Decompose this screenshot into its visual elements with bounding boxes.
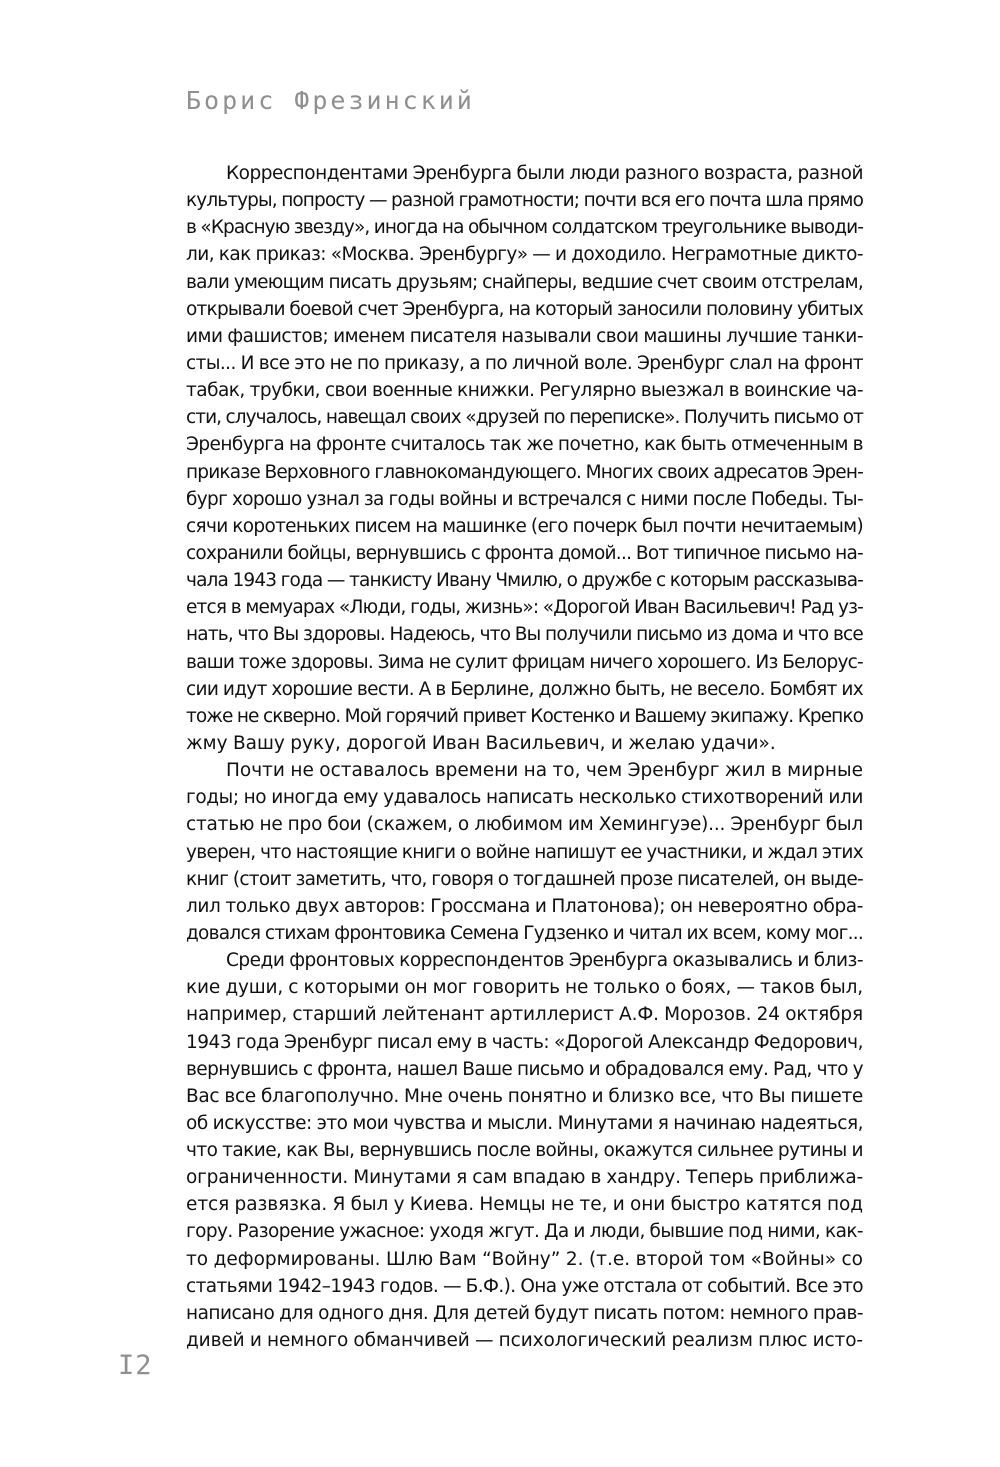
text-line: лил только двух авторов: Гроссмана и Платонова); он невероятно обра- [186,895,863,917]
text-line: приказе Верховного главнокомандующего. Многих своих адресатов Эрен- [186,461,863,483]
body-text [186,160,863,1354]
text-line: статью не про бои (скажем, о любимом им Хемингуэе)... Эренбург был [186,814,863,836]
text-line: Корреспондентами Эренбурга были люди разного возраста, разной [226,163,863,184]
page-number: I2 [118,1350,153,1381]
text-line: дивей и немного обманчивей — психологический реализм плюс исто- [186,1330,863,1352]
paragraph-2 [186,757,863,947]
text-line: сохранили бойцы, вернувшись с фронта домой... Вот типичное письмо на- [186,542,863,564]
text-line: довался стихам фронтовика Семена Гудзенко и читал их всем, кому мог... [186,922,863,944]
text-line: ограниченности. Минутами я сам впадаю в хандру. Теперь приближа- [186,1167,863,1189]
text-line: вернувшись с фронта, нашел Ваше письмо и обрадовался ему. Рад, что у [186,1058,863,1080]
text-line: бург хорошо узнал за годы войны и встречался с ними после Победы. Ты- [186,488,863,510]
text-line: годы; но иногда ему удавалось написать несколько стихотворений или [186,787,863,809]
text-line: сты... И все это не по приказу, а по личной воле. Эренбург слал на фронт [186,352,863,374]
text-line: в «Красную звезду», иногда на обычном солдатском треугольнике выводи- [186,217,863,239]
text-line: статьями 1942–1943 годов. — Б.Ф.). Она уже отстала от событий. Все это [186,1275,863,1297]
text-line: написано для одного дня. Для детей будут писать потом: немного прав- [186,1302,863,1324]
text-line: чала 1943 года — танкисту Ивану Чмилю, о дружбе с которым рассказыва- [186,570,863,592]
text-line: Вас все благополучно. Мне очень понятно и близко все, что Вы пишете [186,1085,863,1107]
text-line: 1943 года Эренбург писал ему в часть: «Дорогой Александр Федорович, [186,1031,863,1053]
text-line: ется развязка. Я был у Киева. Немцы не те, и они быстро катятся под [186,1194,863,1216]
text-line: тоже не скверно. Мой горячий привет Костенко и Вашему экипажу. Крепко [186,705,863,727]
text-line: уверен, что настоящие книги о войне напишут ее участники, и ждал этих [186,841,863,863]
text-line: сии идут хорошие вести. А в Берлине, должно быть, не весело. Бомбят их [186,678,863,700]
text-line: сти, случалось, навещал своих «друзей по переписке». Получить письмо от [186,407,863,429]
text-line: табак, трубки, свои военные книжки. Регулярно выезжал в воинские ча- [186,380,863,402]
text-line: жму Вашу руку, дорогой Иван Васильевич, и желаю удачи». [186,732,776,754]
text-line: ими фашистов; именем писателя называли свои машины лучшие танки- [186,325,863,347]
paragraph-1 [186,160,863,757]
text-line: Среди фронтовых корреспондентов Эренбурга оказывались и близ- [226,950,863,972]
paragraph-3 [186,947,863,1354]
text-line: например, старший лейтенант артиллерист А.Ф. Морозов. 24 октября [186,1004,863,1026]
text-line: Почти не оставалось времени на то, чем Эренбург жил в мирные [226,760,863,782]
text-line: книг (стоит заметить, что, говоря о тогдашней прозе писателей, он выде- [186,868,863,890]
text-line: ется в мемуарах «Люди, годы, жизнь»: «Дорогой Иван Васильевич! Рад уз- [186,597,863,619]
text-line: Эренбурга на фронте считалось так же почетно, как быть отмеченным в [186,434,863,456]
text-line: гору. Разорение ужасное: уходя жгут. Да и люди, бывшие под ними, как- [186,1221,863,1243]
text-line: нать, что Вы здоровы. Надеюсь, что Вы получили письмо из дома и что все [186,624,863,646]
running-head: Борис Фрезинский [186,86,475,115]
text-line: ваши тоже здоровы. Зима не сулит фрицам ничего хорошего. Из Белорус- [186,651,863,673]
text-line: ли, как приказ: «Москва. Эренбургу» — и доходило. Неграмотные дикто- [186,244,863,266]
text-line: кие души, с которыми он мог говорить не только о боях, — таков был, [186,977,864,999]
text-line: об искусстве: это мои чувства и мысли. Минутами я начинаю надеяться, [186,1112,863,1134]
text-line: что такие, как Вы, вернувшись после войны, окажутся сильнее рутины и [186,1140,863,1162]
text-line: вали умеющим писать друзьям; снайперы, ведшие счет своим отстрелам, [186,271,863,293]
text-line: открывали боевой счет Эренбурга, на который заносили половину убитых [186,298,863,320]
text-line: то деформированы. Шлю Вам “Войну” 2. (т.е. второй том «Войны» со [186,1248,863,1270]
text-line: сячи коротеньких писем на машинке (его почерк был почти нечитаемым) [186,515,863,537]
text-line: культуры, попросту — разной грамотности; почти вся его почта шла прямо [186,190,863,212]
